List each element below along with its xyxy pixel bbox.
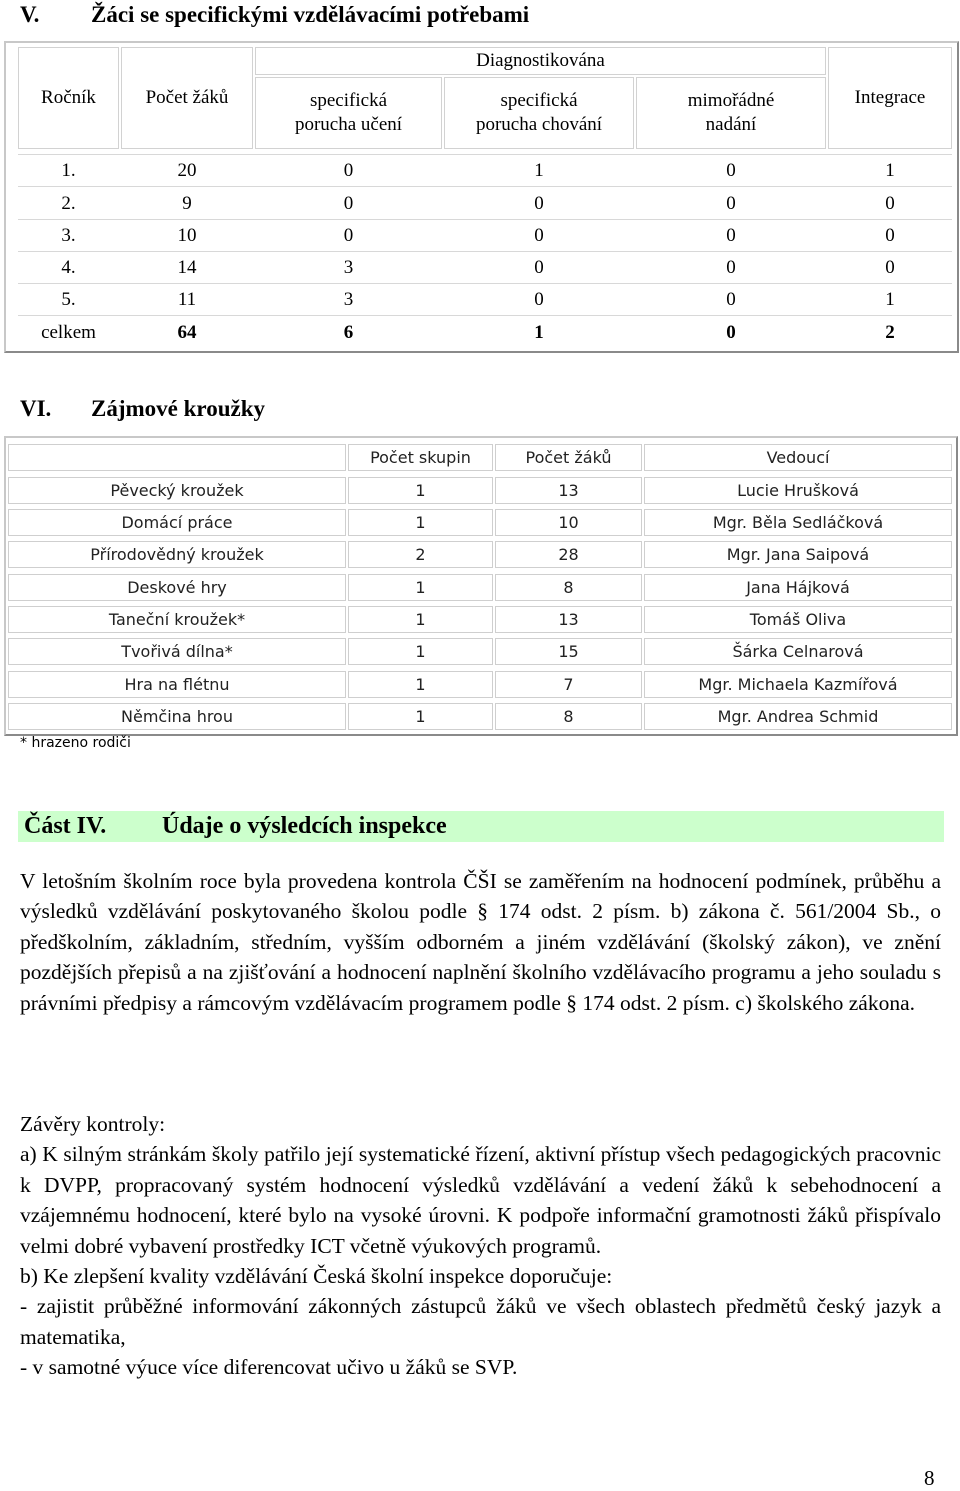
header-rocnik: Ročník xyxy=(18,47,119,149)
cell-uceni: 0 xyxy=(343,193,354,214)
cell-skupin: 1 xyxy=(348,638,493,665)
cell-zaku: 8 xyxy=(495,703,642,730)
cell-vedouci: Tomáš Oliva xyxy=(644,606,952,633)
row-divider xyxy=(18,283,952,284)
cell-chovani: 0 xyxy=(534,193,544,214)
section-title: Žáci se specifickými vzdělávacími potřebami xyxy=(91,2,530,27)
cell-chovani: 1 xyxy=(534,322,544,343)
cell-club-name: Deskové hry xyxy=(8,574,346,601)
point-a: a) K silným stránkám školy patřilo její systematické řízení, aktivní přístup všech pedagogických pracovnic k DVPP, propracovaný systém hodnocení výsledků vzdělávání a vedení žáků k sebehodnocení a vzájemnému hodnocení, které bylo na vysoké úrovni. K podpoře informační gramotnosti žáků přispívalo velmi dobré vybavení prostředky ICT včetně výukových programů. xyxy=(20,1142,941,1258)
cell-zaku: 8 xyxy=(495,574,642,601)
conclusions-heading: Závěry kontroly: xyxy=(20,1112,166,1136)
section-title: Zájmové kroužky xyxy=(91,396,265,421)
cell-integrace: 2 xyxy=(885,322,895,343)
part-number: Část IV. xyxy=(24,813,107,839)
cell-pocet: 9 xyxy=(182,193,192,214)
header-text: nadání xyxy=(705,114,757,135)
cell-pocet: 64 xyxy=(177,322,197,343)
cell-nadani: 0 xyxy=(726,257,736,278)
header-mimoradne-nadani xyxy=(636,77,826,149)
cell-vedouci: Mgr. Michaela Kazmířová xyxy=(644,671,952,698)
cell-nadani: 0 xyxy=(726,322,736,343)
cell-club-name: Němčina hrou xyxy=(8,703,346,730)
cell-club-name: Hra na flétnu xyxy=(8,671,346,698)
cell-rocnik: 1. xyxy=(61,160,76,181)
header-pocet-zaku: Počet žáků xyxy=(495,444,642,471)
cell-vedouci: Mgr. Jana Saipová xyxy=(644,541,952,568)
cell-rocnik: 4. xyxy=(61,257,76,278)
part-heading-bar xyxy=(18,811,944,842)
header-specificka-porucha-chovani xyxy=(444,77,634,149)
cell-club-name: Pěvecký kroužek xyxy=(8,477,346,504)
cell-vedouci: Lucie Hrušková xyxy=(644,477,952,504)
cell-uceni: 6 xyxy=(343,322,354,343)
cell-skupin: 1 xyxy=(348,477,493,504)
cell-skupin: 1 xyxy=(348,703,493,730)
cell-integrace: 0 xyxy=(885,225,895,246)
cell-integrace: 0 xyxy=(885,193,895,214)
cell-zaku: 7 xyxy=(495,671,642,698)
row-divider xyxy=(18,154,952,155)
cell-uceni: 0 xyxy=(343,225,354,246)
bullet-2: - v samotné výuce více diferencovat učivo u žáků se SVP. xyxy=(20,1355,518,1380)
footnote: * hrazeno rodiči xyxy=(20,735,131,751)
cell-nadani: 0 xyxy=(726,160,736,181)
header-empty xyxy=(8,444,346,471)
cell-chovani: 0 xyxy=(534,257,544,278)
row-divider xyxy=(18,315,952,316)
cell-club-name: Tvořivá dílna* xyxy=(8,638,346,665)
cell-rocnik: 3. xyxy=(61,225,76,246)
point-b: b) Ke zlepšení kvality vzdělávání Česká školní inspekce doporučuje: xyxy=(20,1264,613,1289)
cell-vedouci: Šárka Celnarová xyxy=(644,638,952,665)
header-text: porucha chování xyxy=(475,114,603,135)
cell-pocet: 10 xyxy=(177,225,197,246)
cell-zaku: 13 xyxy=(495,606,642,633)
inspection-intro xyxy=(20,866,941,1018)
header-text: porucha učení xyxy=(294,114,403,135)
cell-skupin: 1 xyxy=(348,574,493,601)
header-diagnostikovana: Diagnostikována xyxy=(255,47,826,75)
cell-chovani: 1 xyxy=(534,160,544,181)
cell-pocet: 11 xyxy=(177,289,197,310)
cell-chovani: 0 xyxy=(534,289,544,310)
cell-club-name: Domácí práce xyxy=(8,509,346,536)
cell-skupin: 1 xyxy=(348,671,493,698)
cell-rocnik: celkem xyxy=(41,322,96,343)
cell-pocet: 14 xyxy=(177,257,197,278)
special-needs-table xyxy=(4,41,959,353)
row-divider xyxy=(18,186,952,187)
cell-skupin: 2 xyxy=(348,541,493,568)
header-pocet-skupin: Počet skupin xyxy=(348,444,493,471)
cell-integrace: 1 xyxy=(885,289,895,310)
part-title: Údaje o výsledcích inspekce xyxy=(162,813,447,839)
cell-club-name: Přírodovědný kroužek xyxy=(8,541,346,568)
header-pocet-zaku: Počet žáků xyxy=(121,47,253,149)
header-integrace: Integrace xyxy=(828,47,952,149)
cell-pocet: 20 xyxy=(177,160,197,181)
header-text: mimořádné xyxy=(687,90,775,111)
header-text: specifická xyxy=(309,90,387,111)
page-number: 8 xyxy=(924,1466,935,1490)
cell-vedouci: Mgr. Běla Sedláčková xyxy=(644,509,952,536)
bullet-1: - zajistit průběžné informování zákonných zástupců žáků ve všech oblastech předmětů český jazyk a matematika, xyxy=(20,1294,941,1349)
row-divider xyxy=(18,219,952,220)
cell-zaku: 13 xyxy=(495,477,642,504)
cell-nadani: 0 xyxy=(726,289,736,310)
header-vedouci: Vedoucí xyxy=(644,444,952,471)
clubs-table xyxy=(4,436,958,736)
section-number: V. xyxy=(20,2,40,27)
header-text: specifická xyxy=(500,90,578,111)
header-specificka-porucha-uceni xyxy=(255,77,442,149)
cell-skupin: 1 xyxy=(348,606,493,633)
cell-integrace: 0 xyxy=(885,257,895,278)
cell-rocnik: 5. xyxy=(61,289,76,310)
cell-rocnik: 2. xyxy=(61,193,76,214)
cell-zaku: 10 xyxy=(495,509,642,536)
cell-uceni: 3 xyxy=(343,289,354,310)
cell-integrace: 1 xyxy=(885,160,895,181)
cell-vedouci: Jana Hájková xyxy=(644,574,952,601)
cell-zaku: 28 xyxy=(495,541,642,568)
cell-zaku: 15 xyxy=(495,638,642,665)
cell-skupin: 1 xyxy=(348,509,493,536)
cell-nadani: 0 xyxy=(726,193,736,214)
row-divider xyxy=(18,251,952,252)
cell-chovani: 0 xyxy=(534,225,544,246)
cell-vedouci: Mgr. Andrea Schmid xyxy=(644,703,952,730)
conclusions xyxy=(20,1109,941,1383)
cell-uceni: 3 xyxy=(343,257,354,278)
cell-nadani: 0 xyxy=(726,225,736,246)
intro-paragraph: V letošním školním roce byla provedena kontrola ČŠI se zaměřením na hodnocení podmínek, průběhu a výsledků vzdělávání poskytovaného školou podle § 174 odst. 2 písm. b) zákona č. 561/2004 Sb., o předškolním, základním, středním, vyšším odborném a jiném vzdělávání (školský zákon), ve znění pozdějších přepisů a na zjišťování a hodnocení naplnění školního vzdělávacího programu a jeho souladu s právními předpisy a rámcovým vzdělávacím programem podle § 174 odst. 2 písm. c) školského zákona. xyxy=(20,869,941,1015)
cell-uceni: 0 xyxy=(343,160,354,181)
cell-club-name: Taneční kroužek* xyxy=(8,606,346,633)
section-number: VI. xyxy=(20,396,52,421)
